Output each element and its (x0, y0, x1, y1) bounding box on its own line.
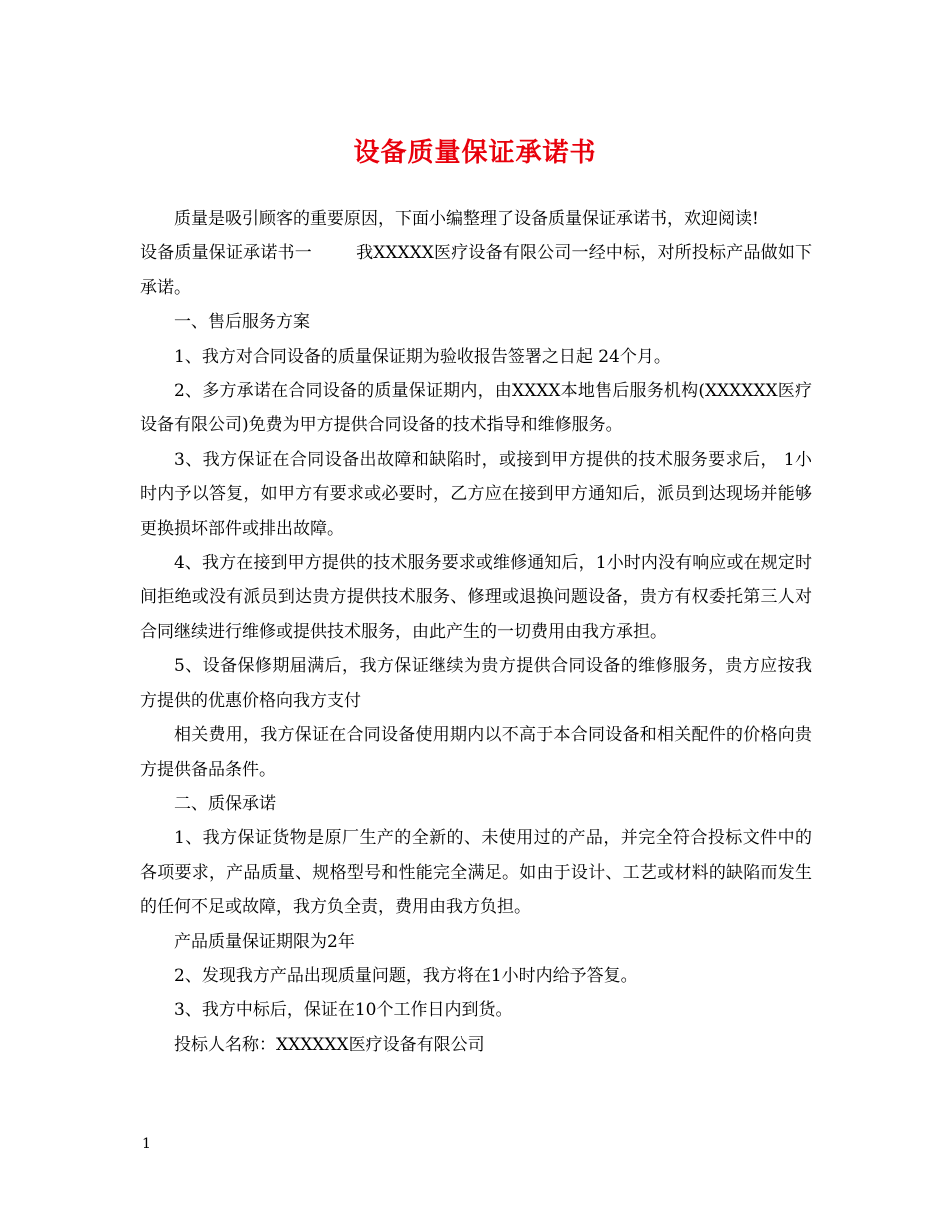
section-1-title: 一、售后服务方案 (174, 312, 310, 333)
section-1-item-4: 4、我方在接到甲方提供的技术服务要求或维修通知后，1小时内没有响应或在规定时间拒绝或没有派员到达贵方提供技术服务、修理或退换问题设备，贵方有权委托第三人对合同继续进行维修或提供技术服务，由此产生的一切费用由我方承担。 (140, 553, 812, 642)
document-body (140, 202, 812, 1062)
section-1-item-3: 3、我方保证在合同设备出故障和缺陷时，或接到甲方提供的技术服务要求后， 1小时内予以答复，如甲方有要求或必要时，乙方应在接到甲方通知后，派员到达现场并能够更换损坏部件或排出故障。 (140, 449, 812, 539)
section-2-item-1: 1、我方保证货物是原厂生产的全新的、未使用过的产品，并完全符合投标文件中的各项要求，产品质量、规格型号和性能完全满足。如由于设计、工艺或材料的缺陷而发生的任何不足或故障，我方负全责，费用由我方负担。 (140, 828, 812, 918)
bidder-name: 投标人名称：XXXXXX医疗设备有限公司 (174, 1034, 485, 1055)
section-2-item-2: 2、发现我方产品出现质量问题，我方将在1小时内给予答复。 (174, 965, 638, 986)
letter-heading: 设备质量保证承诺书一 (140, 243, 312, 264)
heading-paragraph (140, 236, 812, 305)
section-1-item-1: 1、我方对合同设备的质量保证期为验收报告签署之日起 24个月。 (174, 346, 671, 367)
page-number: 1 (142, 1136, 151, 1152)
warranty-period: 产品质量保证期限为2年 (174, 931, 355, 952)
section-2-title: 二、质保承诺 (174, 793, 276, 814)
document-title: 设备质量保证承诺书 (353, 138, 597, 168)
section-2-item-3: 3、我方中标后，保证在10个工作日内到货。 (174, 1000, 513, 1021)
section-1-item-5-continued: 相关费用，我方保证在合同设备使用期内以不高于本合同设备和相关配件的价格向贵方提供备品条件。 (140, 725, 812, 780)
section-1-item-5: 5、设备保修期届满后，我方保证继续为贵方提供合同设备的维修服务，贵方应按我方提供的优惠价格向我方支付 (140, 656, 812, 711)
section-1-item-2: 2、多方承诺在合同设备的质量保证期内，由XXXX本地售后服务机构(XXXXXX医疗设备有限公司)免费为甲方提供合同设备的技术指导和维修服务。 (140, 381, 812, 436)
intro-paragraph: 质量是吸引顾客的重要原因，下面小编整理了设备质量保证承诺书，欢迎阅读! (174, 209, 759, 229)
commitment-statement: 我XXXXX医疗设备有限公司一经中标，对所投标产品做如下承诺。 (140, 243, 813, 298)
